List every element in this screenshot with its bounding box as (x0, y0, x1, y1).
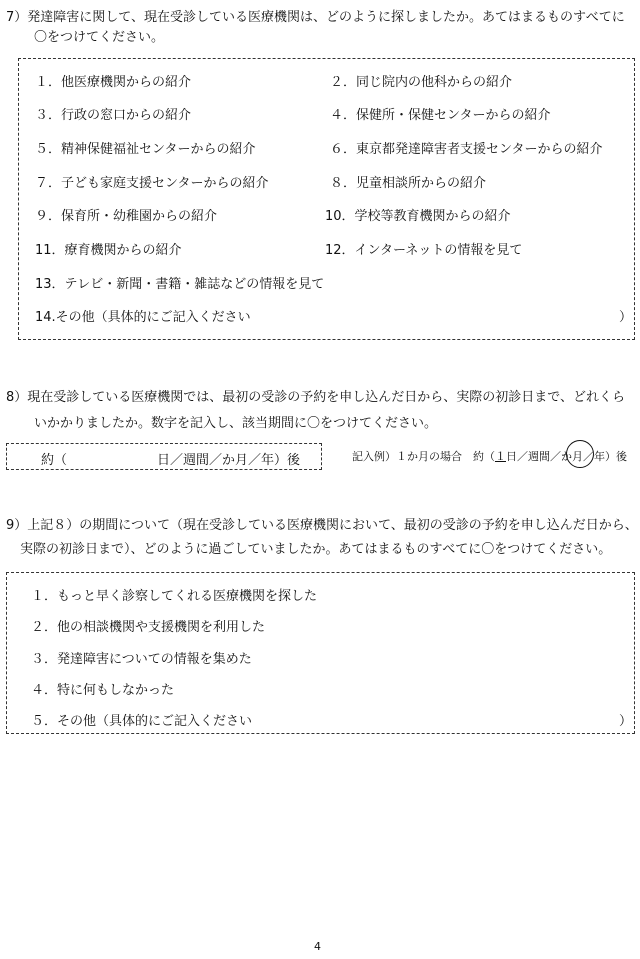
q9-option-5[interactable]: ５．その他（具体的にご記入ください (31, 714, 253, 729)
q7-option-4[interactable]: ４．保健所・保健センターからの紹介 (330, 108, 551, 123)
example-circle-mark (566, 440, 594, 468)
q8-example-number: １ (495, 450, 506, 463)
q8-question-line1: 8）現在受診している医療機関では、最初の受診の予約を申し込んだ日から、実際の初診日まで、どれくら (6, 390, 626, 405)
q7-options-box (18, 58, 635, 340)
q9-option-3[interactable]: ３．発達障害についての情報を集めた (31, 652, 252, 667)
q7-option-13[interactable]: 13．テレビ・新聞・書籍・雑誌などの情報を見て (35, 277, 325, 292)
q7-option-10[interactable]: 10．学校等教育機関からの紹介 (325, 209, 511, 224)
q9-option-1[interactable]: １．もっと早く診察してくれる医療機関を探した (31, 589, 318, 604)
q7-option-7[interactable]: ７．子ども家庭支援センターからの紹介 (35, 176, 269, 191)
q7-option-1[interactable]: １．他医療機関からの紹介 (35, 75, 192, 90)
q9-close-paren: ） (619, 714, 633, 729)
q8-question-line2: いかかりましたか。数字を記入し、該当期間に〇をつけてください。 (34, 416, 438, 431)
q7-question-line1: 7）発達障害に関して、現在受診している医療機関は、どのように探しましたか。あてはまるものすべてに (6, 10, 625, 25)
q9-options-box (6, 572, 635, 734)
q8-example-unit-day: 日／週間／ (506, 450, 561, 463)
q7-option-6[interactable]: ６．東京都発達障害者支援センターからの紹介 (330, 142, 603, 157)
q7-option-12[interactable]: 12．インターネットの情報を見て (325, 243, 523, 258)
q8-example-unit-month: か月 (561, 450, 583, 463)
q7-close-paren: ） (619, 310, 633, 325)
q7-option-9[interactable]: ９．保育所・幼稚園からの紹介 (35, 209, 218, 224)
q7-option-5[interactable]: ５．精神保健福祉センターからの紹介 (35, 142, 256, 157)
q7-option-3[interactable]: ３．行政の窓口からの紹介 (35, 108, 192, 123)
q9-question-line1: 9）上記８）の期間について（現在受診している医療機関において、最初の受診の予約を申し込んだ日から、 (6, 518, 638, 533)
q8-example-label: 記入例）１か月の場合 約（ (352, 450, 495, 463)
page-number: 4 (314, 940, 321, 953)
q9-question-line2: 実際の初診日まで）、どのように過ごしていましたか。あてはまるものすべてに〇をつけてください。 (20, 542, 612, 557)
q7-option-8[interactable]: ８．児童相談所からの紹介 (330, 176, 487, 191)
q9-option-4[interactable]: ４．特に何もしなかった (31, 683, 175, 698)
q7-option-11[interactable]: 11．療育機関からの紹介 (35, 243, 182, 258)
q8-example-suffix: ／年）後 (583, 450, 627, 463)
q8-answer-box[interactable] (6, 443, 322, 470)
q7-option-2[interactable]: ２．同じ院内の他科からの紹介 (330, 75, 513, 90)
q7-question-line2: 〇をつけてください。 (34, 30, 165, 45)
q7-option-14[interactable]: 14.その他（具体的にご記入ください (35, 310, 251, 325)
q8-answer-prefix: 約（ (41, 453, 68, 468)
q8-answer-units: 日／週間／か月／年）後 (157, 453, 301, 468)
q9-option-2[interactable]: ２．他の相談機関や支援機関を利用した (31, 620, 266, 635)
